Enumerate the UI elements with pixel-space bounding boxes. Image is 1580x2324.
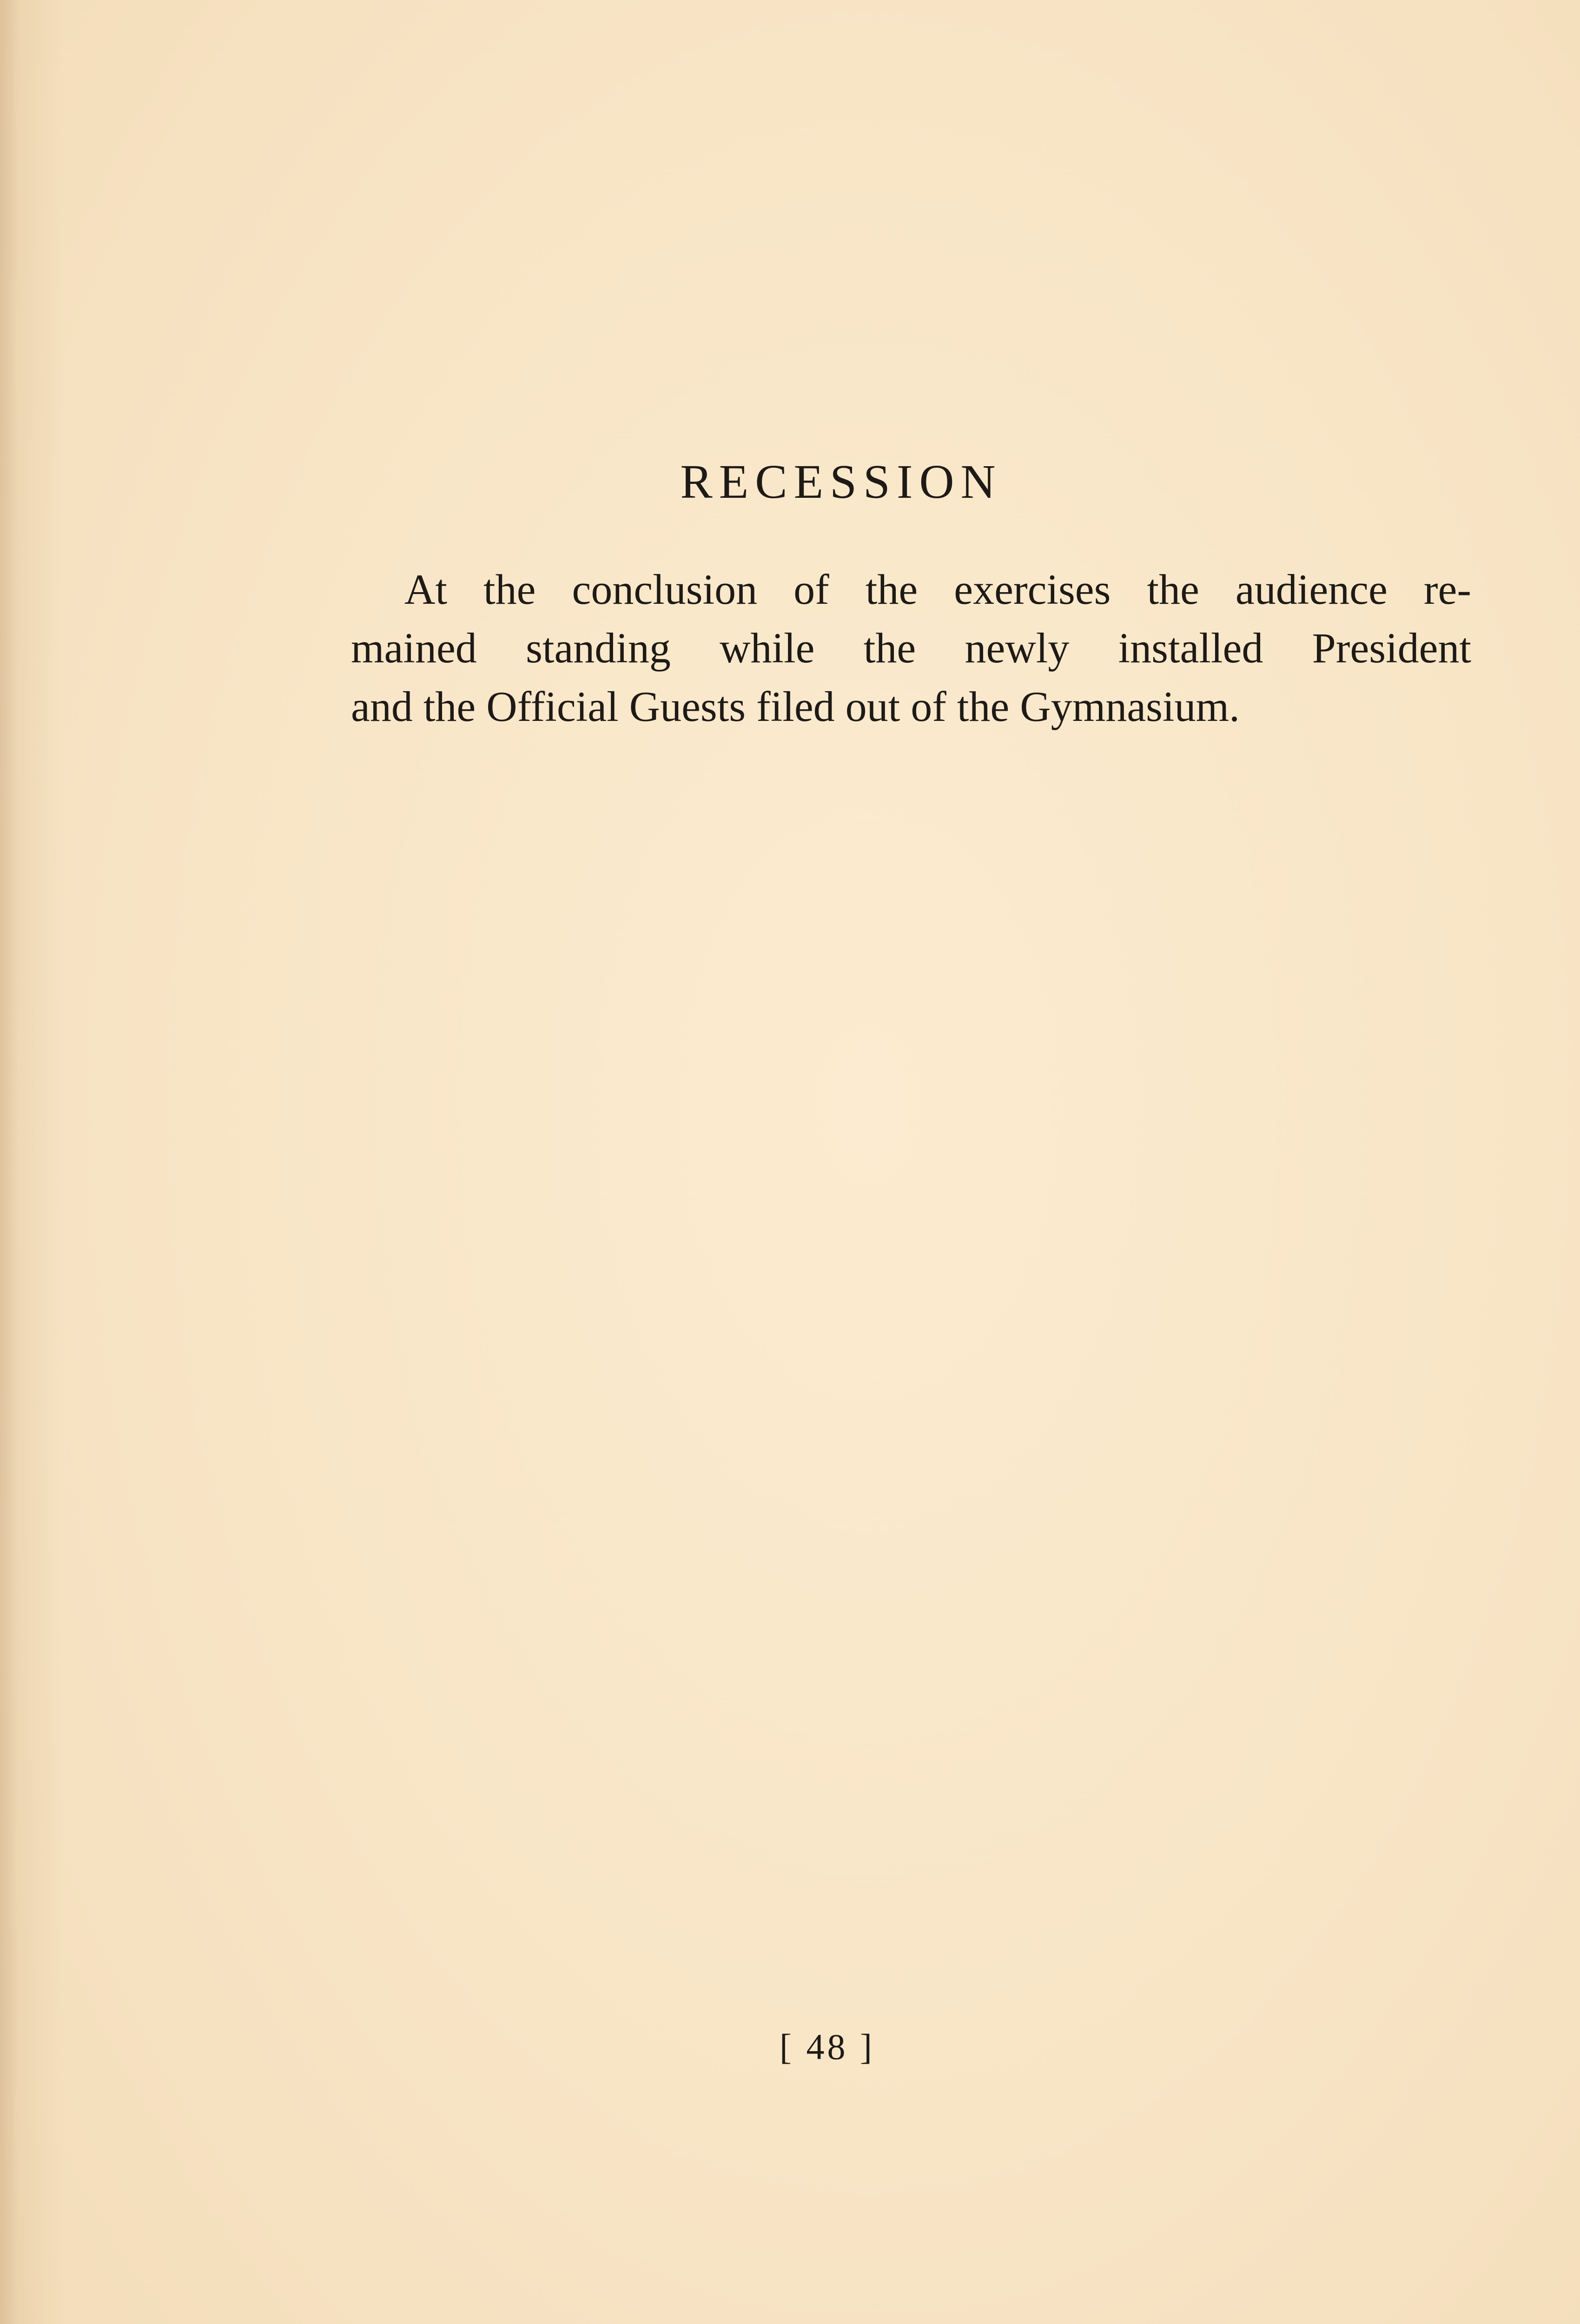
paragraph-line: mained standing while the newly installed President [351,624,1471,672]
paragraph-line: At the conclusion of the exercises the audience re- [404,566,1471,613]
section-heading [0,455,1580,508]
section-heading-text: RECESSION [680,455,1002,508]
body-paragraph [351,560,1471,736]
page-number [0,2029,1580,2065]
page-number-text: [ 48 ] [780,2027,875,2067]
paragraph-line: and the Official Guests filed out of the Gymnasium. [351,683,1240,730]
